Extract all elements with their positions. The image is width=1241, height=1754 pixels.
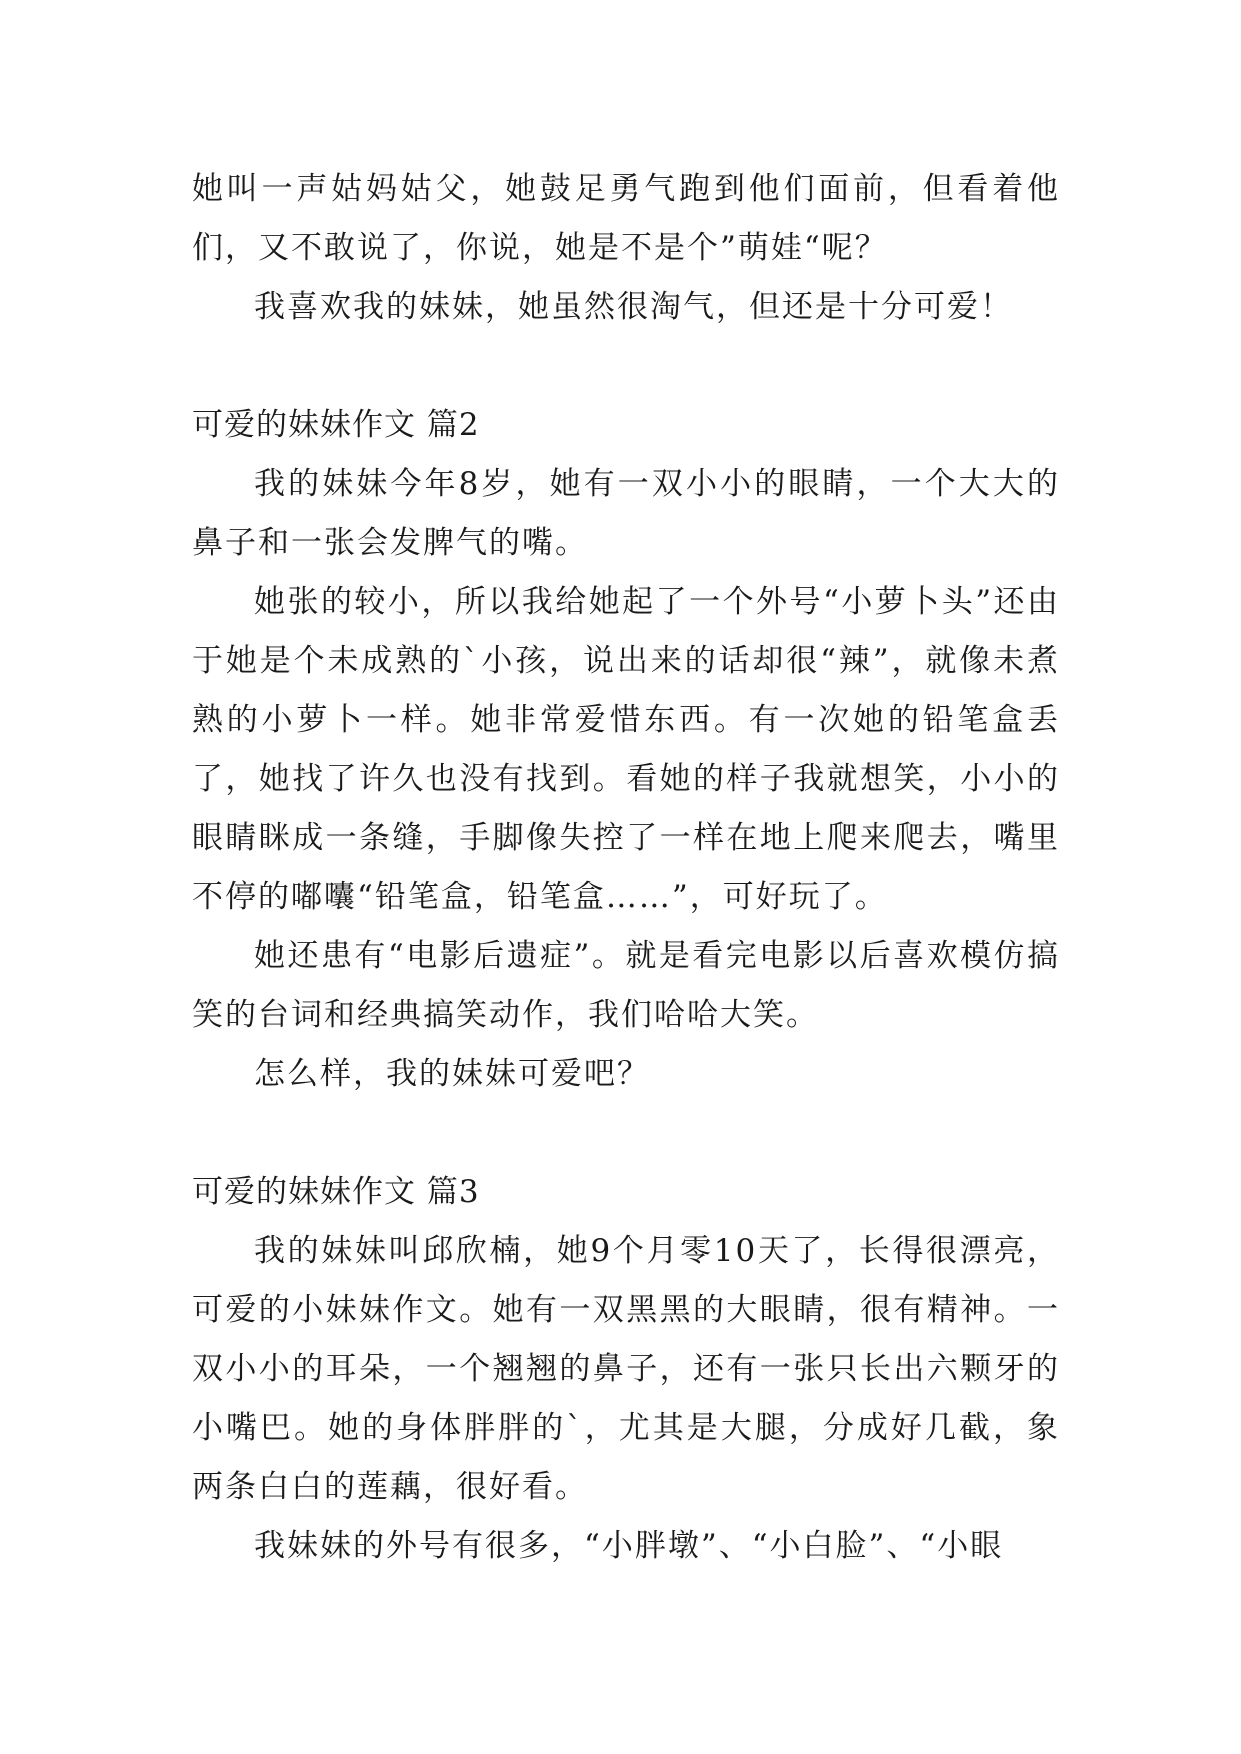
section-heading: 可爱的妹妹作文 篇2 — [192, 407, 480, 443]
paragraph: 她张的较小，所以我给她起了一个外号“小萝卜头”还由于她是个未成熟的`小孩，说出来的话却很“辣”，就像未煮熟的小萝卜一样。她非常爱惜东西。有一次她的铅笔盒丢了，她找了许久也没有找到。看她的样子我就想笑，小小的眼睛眯成一条缝，手脚像失控了一样在地上爬来爬去，嘴里不停的嘟囔“铅笔盒，铅笔盒……”，可好玩了。 — [192, 584, 1060, 915]
section-heading: 可爱的妹妹作文 篇3 — [192, 1174, 480, 1210]
paragraph: 我喜欢我的妹妹，她虽然很淘气，但还是十分可爱！ — [254, 289, 1013, 325]
paragraph: 她还患有“电影后遗症”。就是看完电影以后喜欢模仿搞笑的台词和经典搞笑动作，我们哈哈大笑。 — [192, 938, 1060, 1033]
document-body — [192, 160, 1060, 1576]
paragraph: 我妹妹的外号有很多，“小胖墩”、“小白脸”、“小眼 — [254, 1528, 1004, 1564]
paragraph: 我的妹妹今年8岁，她有一双小小的眼睛，一个大大的鼻子和一张会发脾气的嘴。 — [192, 466, 1060, 561]
paragraph: 怎么样，我的妹妹可爱吧？ — [254, 1056, 650, 1092]
paragraph: 我的妹妹叫邱欣楠，她9个月零10天了，长得很漂亮，可爱的小妹妹作文。她有一双黑黑的大眼睛，很有精神。一双小小的耳朵，一个翘翘的鼻子，还有一张只长出六颗牙的小嘴巴。她的身体胖胖的`，尤其是大腿，分成好几截，象两条白白的莲藕，很好看。 — [192, 1233, 1060, 1505]
paragraph: 她叫一声姑妈姑父，她鼓足勇气跑到他们面前，但看着他们，又不敢说了，你说，她是不是个”萌娃“呢？ — [192, 171, 1060, 266]
